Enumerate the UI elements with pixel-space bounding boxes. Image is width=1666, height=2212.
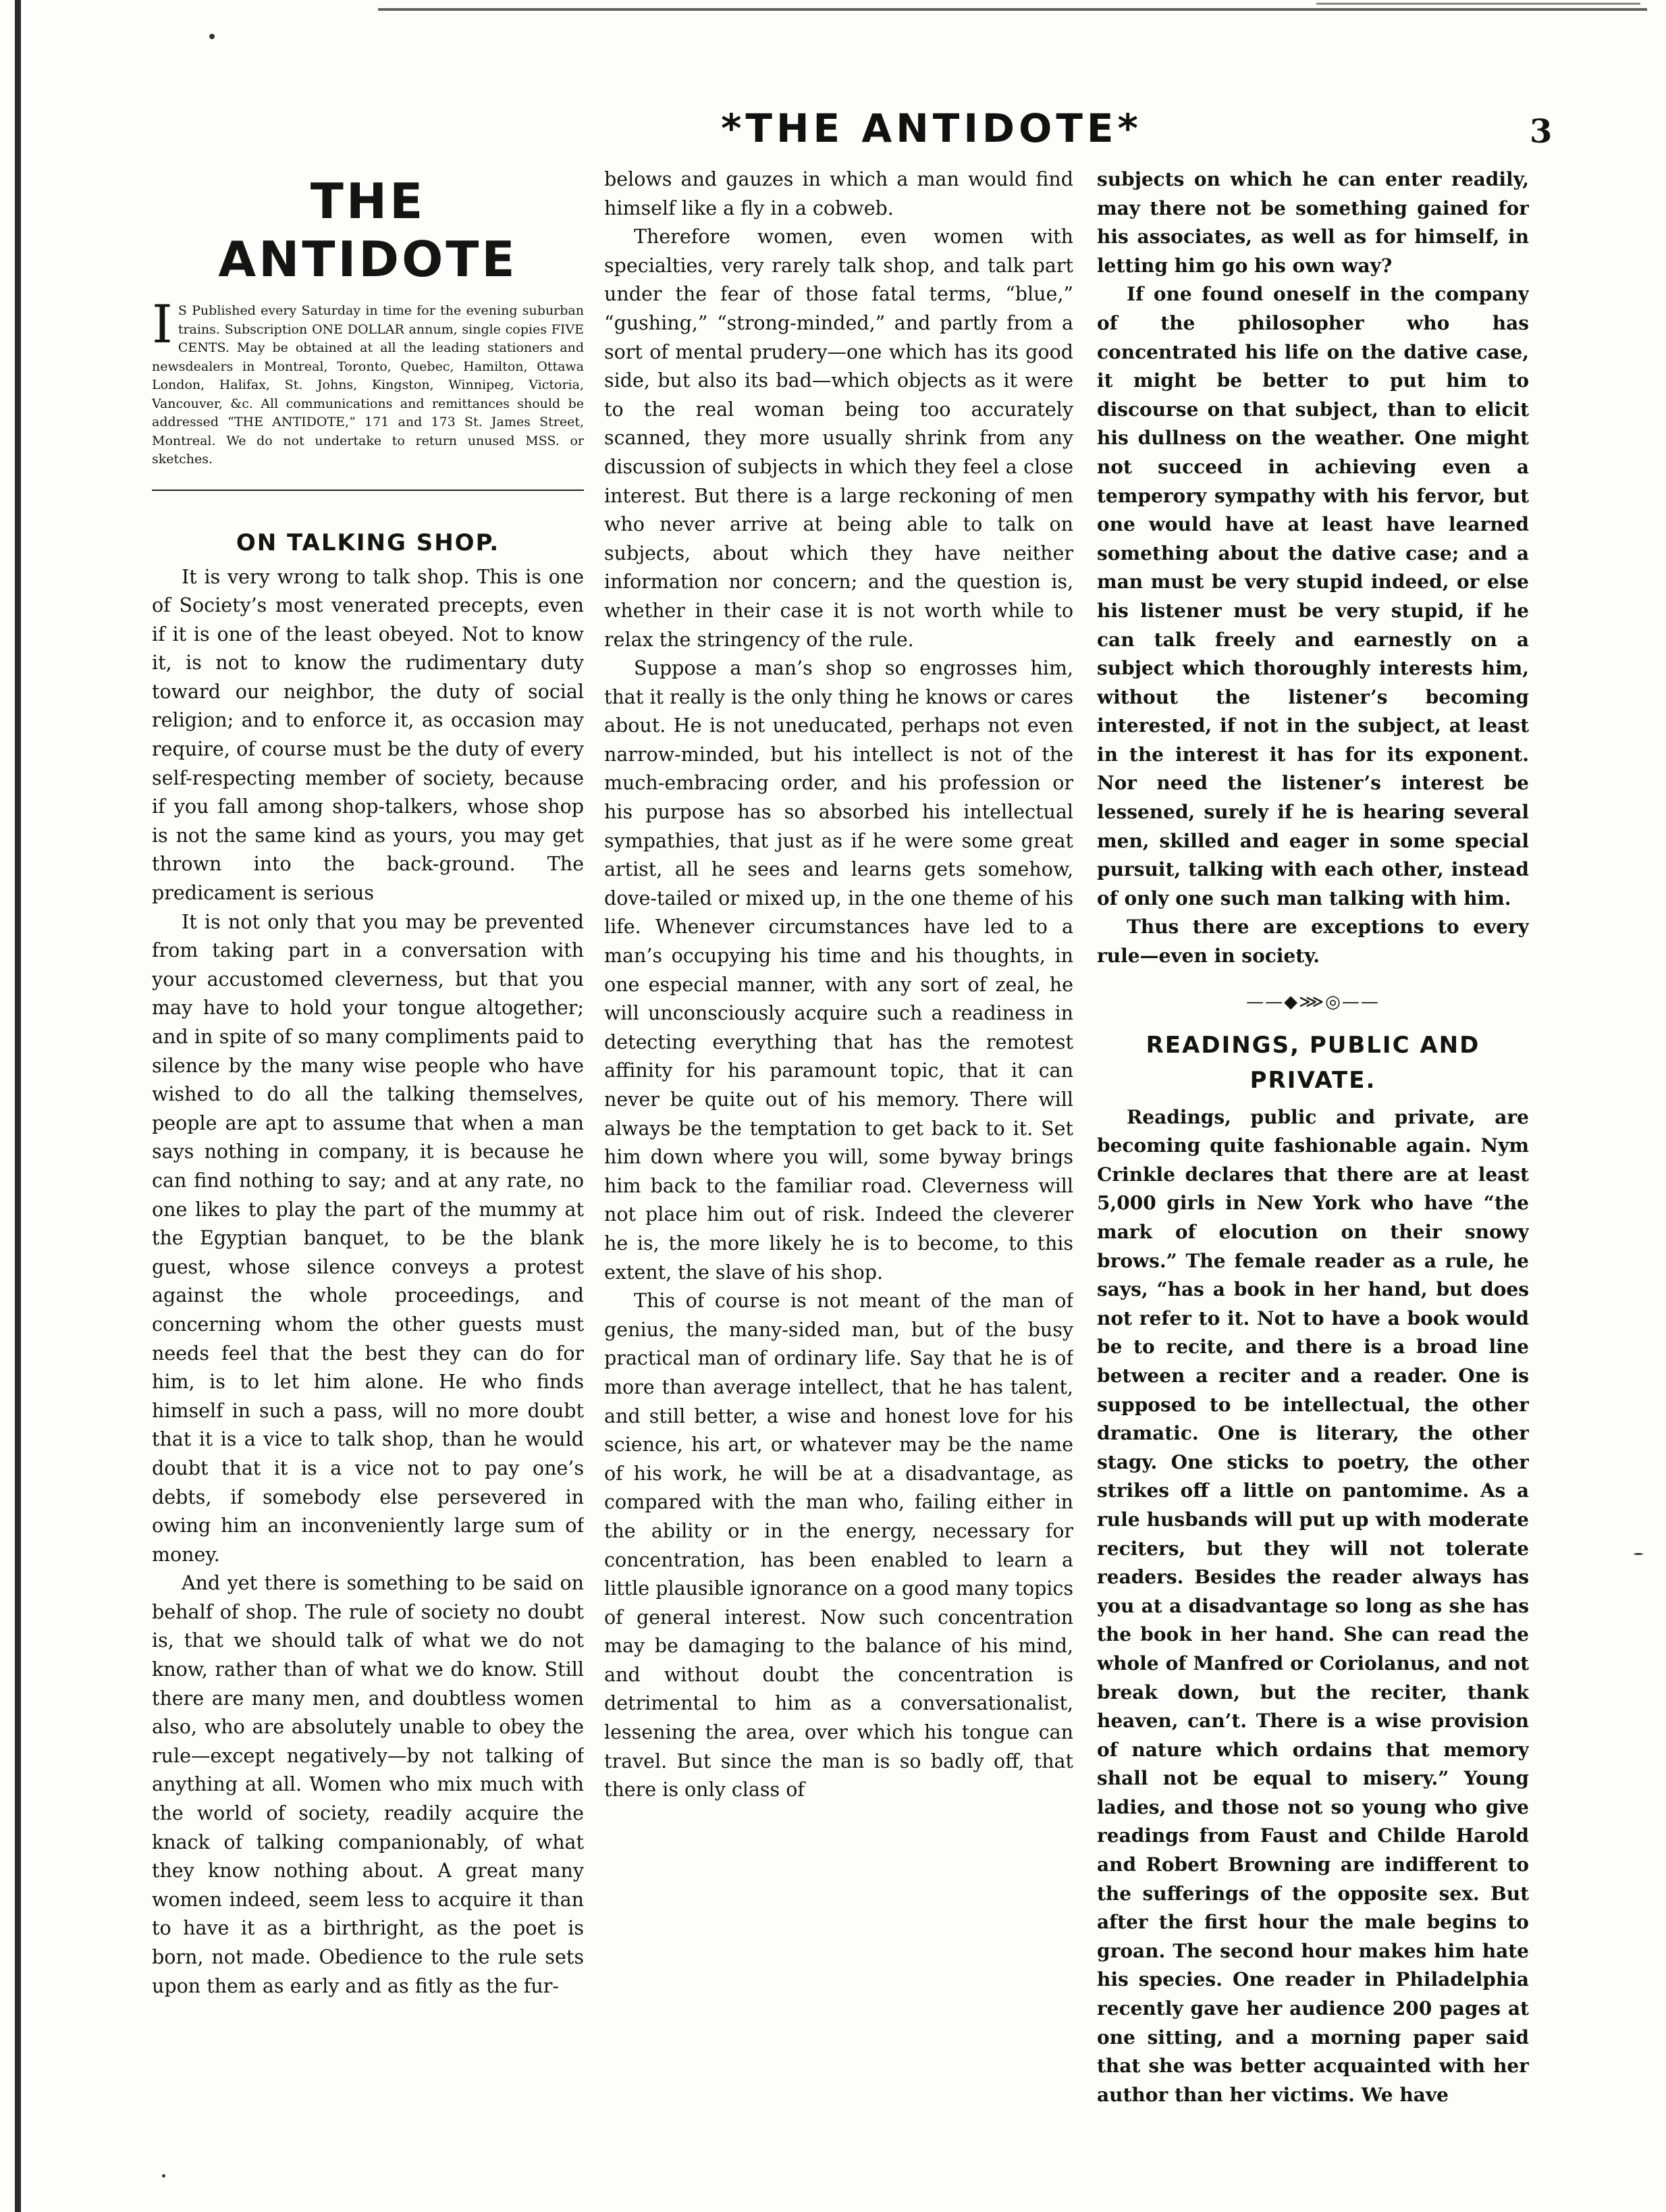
notice-dropcap: I	[152, 294, 173, 355]
paragraph: It is not only that you may be prevented from taking part in a conversation with your accustomed cleverness, but that you may have to hold your tongue altogether; and in spite of so many compliments paid to silence by the many wise people who have wished to do all the talking themselves, people are apt to assume that when a man says nothing in company, it is because he can find nothing to say; and at any rate, no one likes to play the part of the mummy at the Egyptian banquet, to be the blank guest, whose silence conveys a protest against the whole proceedings, and concerning whom the other guests must needs feel that the best they can do for him, is to let him alone. He who finds himself in such a pass, will no more doubt that it is a vice to talk shop, than he would doubt that it is a vice not to pay one’s debts, if somebody else persevered in owing him an inconveniently large sum of money.	[152, 910, 584, 1566]
page-top-rule	[378, 8, 1647, 11]
ink-speck	[1634, 1553, 1643, 1555]
page-left-rule	[15, 0, 21, 2212]
column-1	[152, 165, 584, 2191]
column-3	[1097, 165, 1529, 2191]
notice-text: S Published every Saturday in time for the evening suburban trains. Subscription ONE DOLLAR annum, single copies FIVE CENTS. May be obtained at all the leading stationers and newsdealers in Montreal, Toronto, Quebec, Hamilton, Ottawa London, Halifax, St. Johns, Kingston, Winnipeg, Victoria, Vancouver, &c. All communications and remittances should be addressed “THE ANTIDOTE,” 171 and 173 St. James Street, Montreal. We do not undertake to return unused MSS. or sketches.	[152, 303, 584, 467]
article-title-talking-shop: ON TALKING SHOP.	[236, 529, 500, 556]
paragraph-continued: belows and gauzes in which a man would find himself like a fly in a cobweb.	[604, 168, 1073, 219]
paragraph-continued: subjects on which he can enter readily, may there not be something gained for his associates, as well as for himself, in letting him go his own way?	[1097, 168, 1529, 277]
paragraph: Thus there are exceptions to every rule—even in society.	[1097, 916, 1529, 968]
section-ornament: ——◆⋙◎——	[1246, 991, 1380, 1012]
paragraph: This of course is not meant of the man of genius, the many-sided man, but of the busy practical man of ordinary life. Say that he is of more than average intellect, that he has talent, and still better, a wise and honest love for his science, his art, or whatever may be the name of his work, he will be at a disadvantage, as compared with the man who, failing either in the ability or in the energy, necessary for concentration, has been enabled to learn a little plausible ignorance on a good many topics of general interest. Now such concentration may be damaging to the balance of his mind, and without doubt the concentration is detrimental to him as a conversationalist, lessening the area, over which his tongue can travel. But since the man is so badly off, that there is only class of	[604, 1290, 1073, 1801]
column-2	[604, 165, 1073, 2191]
article-title-readings-line2: PRIVATE.	[1250, 1066, 1376, 1094]
paragraph: And yet there is something to be said on behalf of shop. The rule of society no doubt is, that we should talk of what we do not know, rather than of what we do know. Still there are many men, and doubtless women also, who are absolutely unable to obey the rule—except negatively—by not talking of anything at all. Women who mix much with the world of society, readily acquire the knack of talking companionably, of what they know nothing about. A great many women indeed, seem less to acquire it than to have it as a birthright, as the poet is born, not made. Obedience to the rule sets upon them as early and as fitly as the fur-	[152, 1572, 584, 1997]
notice-divider	[152, 490, 584, 491]
paragraph: It is very wrong to talk shop. This is one of Society’s most venerated precepts, even if it is one of the least obeyed. Not to know it, is not to know the rudimentary duty toward our neighbor, the duty of social religion; and to enforce it, as occasion may require, of course must be the duty of every self-respecting member of society, because if you fall among shop-talkers, whose shop is not the same kind as yours, you may get thrown into the back-ground. The predicament is serious	[152, 565, 584, 905]
paragraph: Therefore women, even women with specialties, very rarely talk shop, and talk part under the fear of those fatal terms, “blue,” “gushing,” “strong-minded,” and partly from a sort of mental prudery—one which has its good side, but also its bad—which objects as it were to the real woman being too accurately scanned, they more usually shrink from any discussion of subjects in which they feel a close interest. But there is a large reckoning of men who never arrive at being able to talk on subjects, about which they have neither information nor concern; and the question is, whether in their case it is not worth while to relax the stringency of the rule.	[604, 226, 1073, 651]
masthead-title: *THE ANTIDOTE*	[721, 105, 1142, 151]
article-title-readings-line1: READINGS, PUBLIC AND	[1146, 1031, 1480, 1059]
ink-speck	[209, 34, 215, 39]
page-top-rule-dark	[1316, 3, 1640, 5]
paragraph: Suppose a man’s shop so engrosses him, that it really is the only thing he knows or cares about. He is not uneducated, perhaps not even narrow-minded, but his intellect is not of the much-embracing order, and his profession or his purpose has so absorbed his intellectual sympathies, that just as if he were some great artist, all he sees and learns gets somehow, dove-tailed or mixed up, in the one theme of his life. Whenever circumstances have led to a man’s occupying his time and his thoughts, in one especial manner, with any sort of zeal, he will unconsciously acquire such a readiness in detecting everything that has the remotest affinity for his paramount topic, that it can never be quite out of his memory. There will always be the temptation to get back to it. Set him down where you will, some byway brings him back to the familiar road. Cleverness will not place him out of risk. Indeed the cleverer he is, the more likely he is to become, to this extent, the slave of his shop.	[604, 657, 1073, 1284]
publication-title: THE ANTIDOTE	[218, 173, 518, 288]
publication-notice	[152, 294, 584, 469]
paragraph: Readings, public and private, are becoming quite fashionable again. Nym Crinkle declares that there are at least 5,000 girls in New York who have “the mark of elocution on their snowy brows.” The female reader as a rule, he says, “has a book in her hand, but does not refer to it. Not to have a book would be to recite, and there is a broad line between a reciter and a reader. One is supposed to be intellectual, the other dramatic. One is literary, the other stagy. One sticks to poetry, the other strikes off a little on pantomime. As a rule husbands will put up with moderate reciters, but they will not tolerate readers. Besides the reader always has you at a disadvantage so long as she has the book in her hand. She can read the whole of Manfred or Coriolanus, and not break down, but the reciter, thank heaven, can’t. There is a wise provision of nature which ordains that memory shall not be equal to misery.” Young ladies, and those not so young who give readings from Faust and Childe Harold and Robert Browning are indifferent to the sufferings of the opposite sex. But after the first hour the male begins to groan. The second hour makes him hate his species. One reader in Philadelphia recently gave her audience 200 pages at one sitting, and a morning paper said that she was better acquainted with her author than her victims. We have	[1097, 1105, 1529, 2106]
paragraph: If one found oneself in the company of the philosopher who has concentrated his life on the dative case, it might be better to put him to discourse on that subject, than to elicit his dullness on the weather. One might not succeed in achieving even a temperory sympathy with his fervor, but one would have at least have learned something about the dative case; and a man must be very stupid indeed, or else his listener must be very stupid, if he can talk freely and earnestly on a subject which thoroughly interests him, without the listener’s becoming interested, if not in the subject, at least in the interest it has for its exponent. Nor need the listener’s interest be lessened, surely if he is hearing several men, skilled and eager in some special pursuit, talking with each other, instead of only one such man talking with him.	[1097, 283, 1529, 910]
page-number: 3	[1530, 113, 1553, 151]
